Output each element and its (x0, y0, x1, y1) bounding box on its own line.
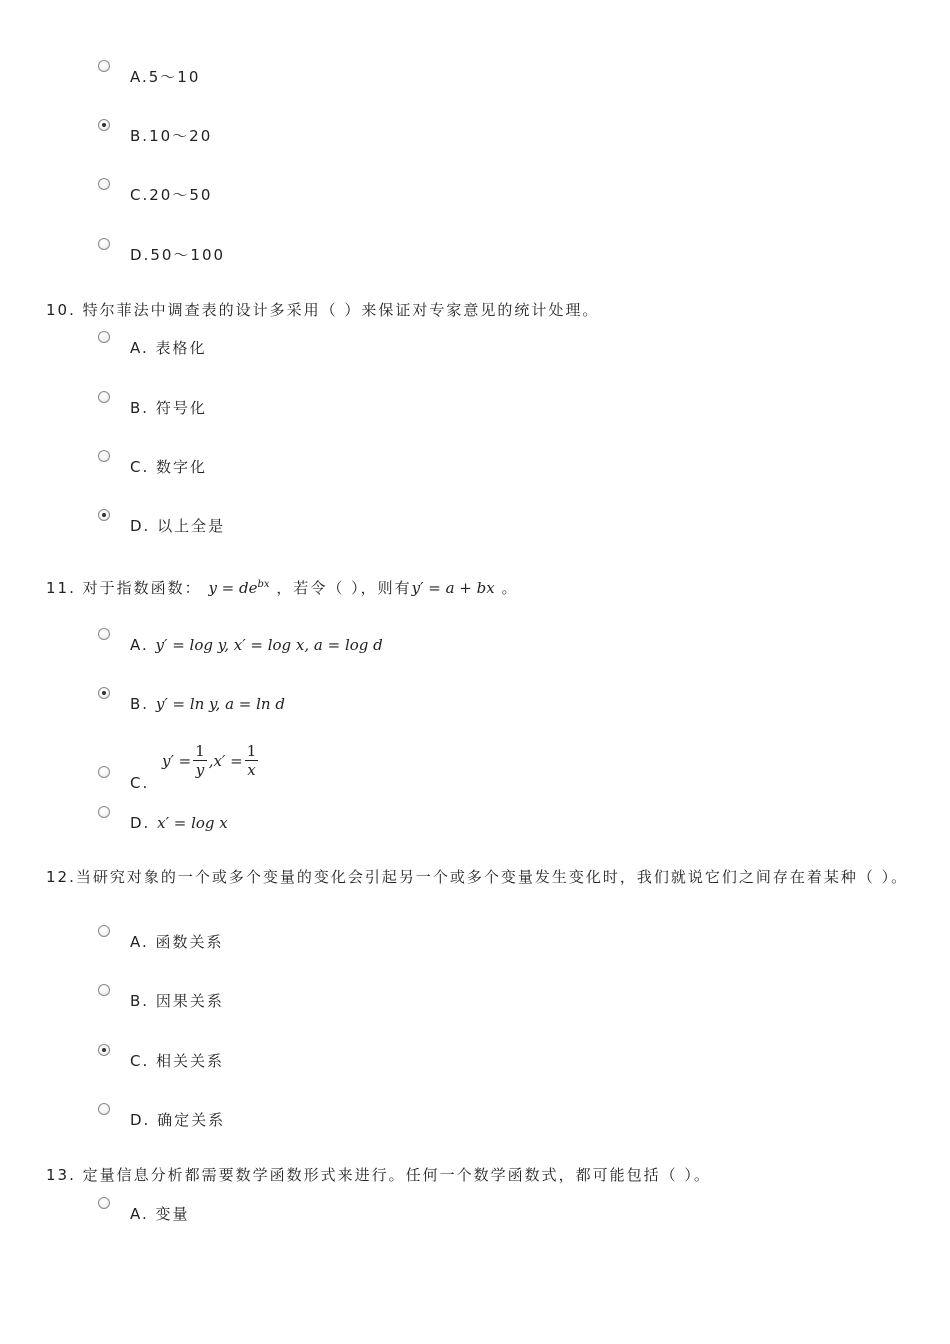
question-stem-end: 。 (501, 579, 519, 597)
radio-button[interactable] (98, 391, 110, 403)
fraction (245, 742, 259, 779)
option-letter: B. (130, 399, 150, 417)
formula-linear: y′ = a + bx (411, 579, 495, 597)
option-text: 10～20 (149, 127, 213, 145)
formula-base: y = de (208, 579, 258, 597)
option-letter: C. (130, 458, 150, 476)
option-text: 表格化 (155, 339, 207, 357)
numerator: 1 (195, 742, 205, 760)
option-letter: D. (130, 814, 151, 832)
option-text: 20～50 (149, 186, 213, 204)
option-formula: x′ = log x (157, 814, 228, 832)
radio-button[interactable] (98, 628, 110, 640)
denominator: y (195, 761, 205, 779)
formula-exponential (208, 579, 269, 597)
question-11 (46, 572, 914, 601)
radio-button[interactable] (98, 766, 110, 778)
option-letter: C. (130, 774, 150, 792)
radio-button[interactable] (98, 331, 110, 343)
question-13 (46, 1162, 914, 1188)
formula-exponent: bx (257, 579, 270, 590)
radio-button[interactable] (98, 238, 110, 250)
option-text: 因果关系 (155, 992, 224, 1010)
question-number: 11. (46, 579, 76, 597)
radio-button[interactable] (98, 984, 110, 996)
option-text: 50～100 (150, 246, 226, 264)
option-formula: y′ = ln y, a = ln d (155, 695, 285, 713)
option-letter: D. (130, 246, 151, 264)
option-letter: A. (130, 1205, 149, 1223)
option-text: 符号化 (155, 399, 207, 417)
radio-button[interactable] (98, 1103, 110, 1115)
denominator: x (247, 761, 256, 779)
option-text: 变量 (155, 1205, 190, 1223)
option-text: 以上全是 (157, 517, 226, 535)
formula-lhs: x′ = (213, 751, 243, 770)
option-text: 函数关系 (155, 933, 224, 951)
question-number: 13. (46, 1166, 76, 1184)
option-letter: C. (130, 1052, 150, 1070)
radio-button[interactable] (98, 509, 110, 521)
radio-button[interactable] (98, 1197, 110, 1209)
radio-button[interactable] (98, 925, 110, 937)
radio-button[interactable] (98, 687, 110, 699)
question-stem: 特尔菲法中调查表的设计多采用（ ）来保证对专家意见的统计处理。 (82, 301, 600, 319)
separator: , (208, 751, 214, 770)
question-number: 10. (46, 301, 76, 319)
question-10 (46, 297, 914, 323)
formula-lhs: y′ = (162, 751, 192, 770)
option-text: 相关关系 (156, 1052, 225, 1070)
radio-button[interactable] (98, 450, 110, 462)
option-letter: D. (130, 1111, 151, 1129)
option-text: 确定关系 (157, 1111, 226, 1129)
question-number: 12. (46, 868, 76, 886)
question-stem: 定量信息分析都需要数学函数形式来进行。任何一个数学函数式，都可能包括（ ）。 (82, 1166, 711, 1184)
option-letter: B. (130, 992, 150, 1010)
option-formula: y′ = log y, x′ = log x, a = log d (155, 636, 383, 654)
question-stem: 当研究对象的一个或多个变量的变化会引起另一个或多个变量发生变化时，我们就说它们之间存在着某种（ ）。 (75, 868, 909, 886)
radio-button[interactable] (98, 60, 110, 72)
option-text: 5～10 (148, 68, 201, 86)
fraction (193, 742, 207, 779)
option-letter: B. (130, 695, 150, 713)
question-12 (46, 864, 914, 890)
question-stem: 对于指数函数： (82, 579, 202, 597)
option-letter: A. (130, 933, 149, 951)
radio-button[interactable] (98, 1044, 110, 1056)
option-letter: A. (130, 68, 149, 86)
option-text: 数字化 (156, 458, 208, 476)
option-letter: A. (130, 339, 149, 357)
option-letter: D. (130, 517, 151, 535)
numerator: 1 (246, 742, 257, 760)
radio-button[interactable] (98, 119, 110, 131)
option-letter: A. (130, 636, 149, 654)
radio-button[interactable] (98, 178, 110, 190)
question-stem-cont: ，若令（ ），则有 (276, 579, 412, 597)
radio-button[interactable] (98, 806, 110, 818)
option-letter: C. (130, 186, 150, 204)
option-letter: B. (130, 127, 150, 145)
option-formula (162, 742, 260, 779)
